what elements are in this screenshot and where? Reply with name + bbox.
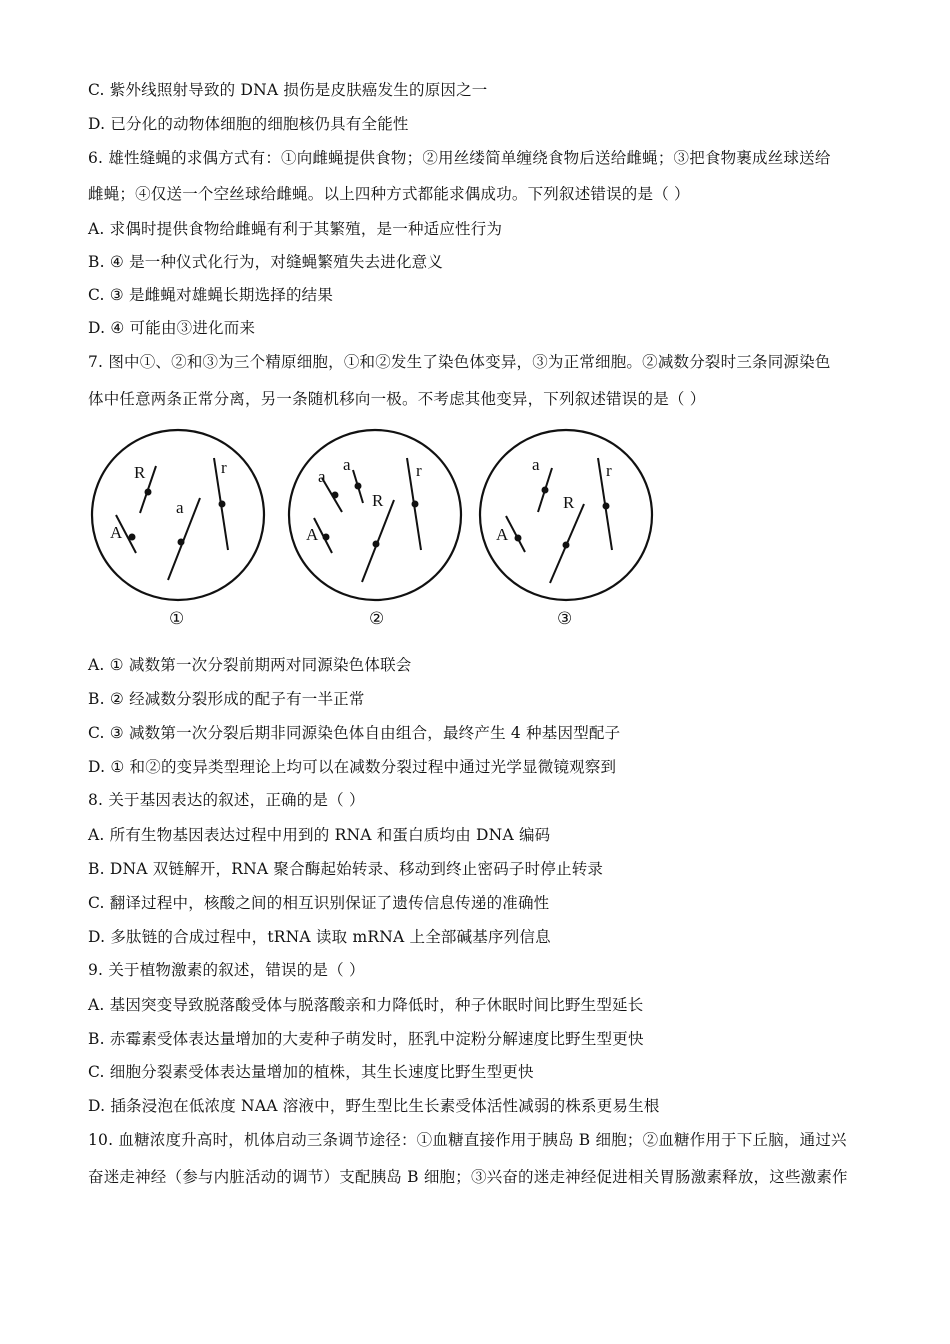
allele-label: A [110,523,123,542]
option-line: A. 求偶时提供食物给雌蝇有利于其繁殖，是一种适应性行为 [88,220,503,238]
allele-label: R [563,493,575,512]
option-line: D. 插条浸泡在低浓度 NAA 溶液中，野生型比生长素受体活性减弱的株系更易生根 [88,1097,660,1115]
option-line: C. 翻译过程中，核酸之间的相互识别保证了遗传信息传递的准确性 [88,894,550,912]
question-9-stem: 9. 关于植物激素的叙述，错误的是（ ） [88,961,365,979]
text-line: C. 紫外线照射导致的 DNA 损伤是皮肤癌发生的原因之一 [88,81,488,99]
cell-number-3: ③ [557,609,573,629]
option-line: B. DNA 双链解开，RNA 聚合酶起始转录、移动到终止密码子时停止转录 [88,860,604,878]
cell-number-2: ② [369,609,385,629]
allele-label: R [134,463,146,482]
option-line: C. ③ 减数第一次分裂后期非同源染色体自由组合，最终产生 4 种基因型配子 [88,724,621,742]
allele-label: A [306,525,319,544]
question-8-stem: 8. 关于基因表达的叙述，正确的是（ ） [88,791,365,809]
option-line: C. ③ 是雌蝇对雄蝇长期选择的结果 [88,286,334,304]
option-line: B. ② 经减数分裂形成的配子有一半正常 [88,690,365,708]
allele-label: r [416,461,422,480]
question-7-stem: 7. 图中①、②和③为三个精原细胞，①和②发生了染色体变异，③为正常细胞。②减数分裂时三条同源染色 [88,353,831,371]
cell-number-1: ① [169,609,185,629]
option-line: C. 细胞分裂素受体表达量增加的植株，其生长速度比野生型更快 [88,1063,534,1081]
text-line: D. 已分化的动物体细胞的细胞核仍具有全能性 [88,115,409,133]
option-line: A. 所有生物基因表达过程中用到的 RNA 和蛋白质均由 DNA 编码 [88,826,551,844]
cell-2 [289,430,461,629]
text-line: 奋迷走神经（参与内脏活动的调节）支配胰岛 B 细胞；③兴奋的迷走神经促进相关胃肠激素释放，这些激素作 [88,1168,848,1186]
question-6-stem: 6. 雄性缝蝇的求偶方式有：①向雌蝇提供食物；②用丝缕简单缠绕食物后送给雌蝇；③把食物裹成丝球送给 [88,149,831,167]
allele-label: r [221,458,227,477]
option-line: A. ① 减数第一次分裂前期两对同源染色体联会 [88,656,412,674]
allele-label: r [606,461,612,480]
cell-3 [480,430,652,629]
allele-label: a [176,498,184,517]
text-line: 雌蝇；④仅送一个空丝球给雌蝇。以上四种方式都能求偶成功。下列叙述错误的是（ ） [88,185,690,203]
option-line: D. 多肽链的合成过程中，tRNA 读取 mRNA 上全部碱基序列信息 [88,928,551,946]
question-10-stem: 10. 血糖浓度升高时，机体启动三条调节途径：①血糖直接作用于胰岛 B 细胞；②血糖作用于下丘脑，通过兴 [88,1131,847,1149]
allele-label: A [496,525,509,544]
cell-1 [92,430,264,629]
option-line: B. ④ 是一种仪式化行为，对缝蝇繁殖失去进化意义 [88,253,444,271]
option-line: B. 赤霉素受体表达量增加的大麦种子萌发时，胚乳中淀粉分解速度比野生型更快 [88,1030,644,1048]
option-line: D. ① 和②的变异类型理论上均可以在减数分裂过程中通过光学显微镜观察到 [88,758,617,776]
allele-label: a [532,455,540,474]
allele-label: R [372,491,384,510]
sperm-cells-figure [88,418,668,636]
option-line: A. 基因突变导致脱落酸受体与脱落酸亲和力降低时，种子休眠时间比野生型延长 [88,996,644,1014]
text-line: 体中任意两条正常分离，另一条随机移向一极。不考虑其他变异，下列叙述错误的是（ ） [88,390,706,408]
allele-label: a [343,455,351,474]
allele-label: a [318,467,326,486]
option-line: D. ④ 可能由③进化而来 [88,319,256,337]
